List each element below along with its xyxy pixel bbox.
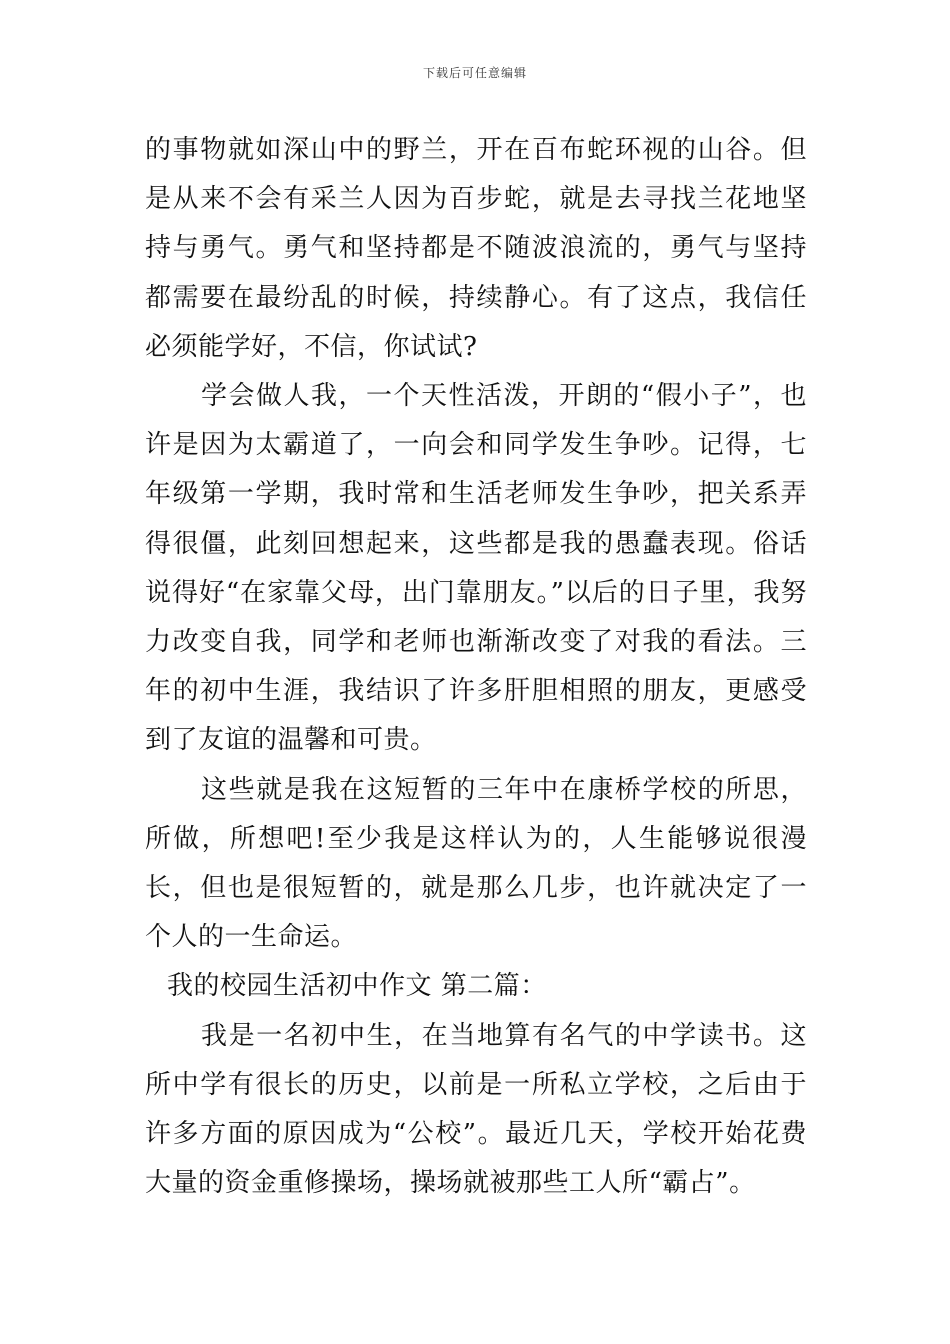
section-heading: 我的校园生活初中作文 第二篇： xyxy=(167,971,547,1002)
document-body xyxy=(145,126,807,1208)
paragraph-learn-to-be-human: 学会做人我，一个天性活泼，开朗的“假小子”，也许是因为太霸道了，一向会和同学发生争吵。记得，七年级第一学期，我时常和生活老师发生争吵，把关系弄得很僵，此刻回想起来，这些都是我的愚蠢表现。俗话说得好“在家靠父母，出门靠朋友。”以后的日子里，我努力改变自我，同学和老师也渐渐改变了对我的看法。三年的初中生涯，我结识了许多肝胆相照的朋友，更感受到了友谊的温馨和可贵。 xyxy=(145,381,807,756)
paragraph-second-essay: 我是一名初中生，在当地算有名气的中学读书。这所中学有很长的历史，以前是一所私立学校，之后由于许多方面的原因成为“公校”。最近几天，学校开始花费大量的资金重修操场，操场就被那些工人所“霸占”。 xyxy=(145,1020,807,1199)
header-note: 下载后可任意编辑 xyxy=(422,66,527,80)
paragraph-conclusion: 这些就是我在这短暂的三年中在康桥学校的所思，所做，所想吧!至少我是这样认为的，人生能够说很漫长，但也是很短暂的，就是那么几步，也许就决定了一个人的一生命运。 xyxy=(145,774,807,953)
paragraph-continuation: 的事物就如深山中的野兰，开在百布蛇环视的山谷。但是从来不会有采兰人因为百步蛇，就是去寻找兰花地坚持与勇气。勇气和坚持都是不随波浪流的，勇气与坚持都需要在最纷乱的时候，持续静心。有了这点，我信任必须能学好，不信，你试试? xyxy=(145,135,807,362)
